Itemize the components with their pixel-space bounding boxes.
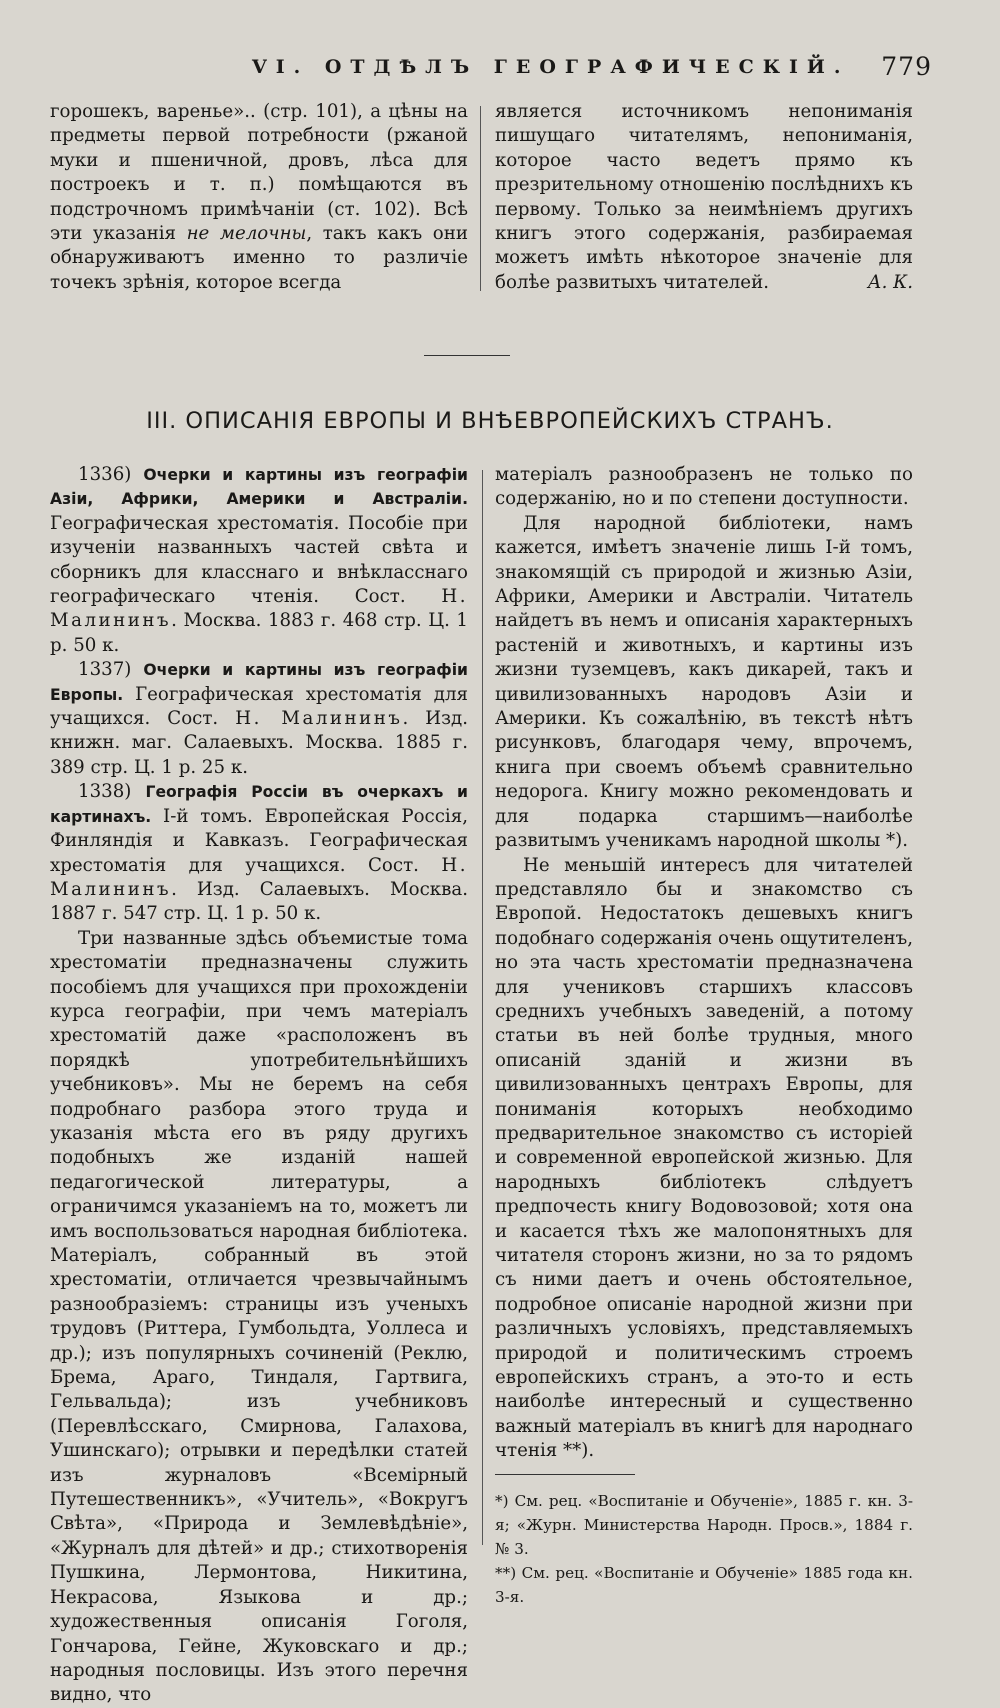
entry-title: Очерки и картины изъ географіи Азіи, Африки, Америки и Австраліи. [50,466,468,509]
review-paragraph: матеріалъ разнообразенъ не только по содержанію, но и по степени доступности. [495,464,913,510]
entry-author: Н. Малининъ [50,586,468,632]
section-separator [424,355,510,356]
right-column [495,463,913,1606]
entry-number: 1337) [78,659,132,681]
text-run: горошекъ, варенье».. (стр. 101), а цѣны на предметы первой потребности (ржаной муки и пшеничной, дровъ, лѣса для построекъ и т. п.) помѣщаются въ подстрочномъ примѣчаніи (ст. 102). Всѣ эти указанія [50,101,468,245]
left-column [50,463,468,1706]
review-paragraph: Три названные здѣсь объемистые тома хрестоматіи предназначены служить пособіемъ для учащихся при прохожденіи курса географіи, при чемъ матеріалъ хрестоматій даже «расположенъ въ порядкѣ употребительнѣйшихъ учебниковъ». Мы не беремъ на себя подробнаго разбора этого труда и указанія мѣста его въ ряду другихъ подобныхъ же изданій нашей педагогической литературы, а ограничимся указаніемъ на то, можетъ ли имъ воспользоваться народная библіотека. Матеріалъ, собранный въ этой хрестоматіи, отличается чрезвычайнымъ разнообразіемъ: страницы изъ ученыхъ трудовъ (Риттера, Гумбольдта, Уоллеса и др.); изъ популярныхъ сочиненій (Реклю, Брема, Араго, Тиндаля, Гартвига, Гельвальда); изъ учебниковъ (Перевлѣсскаго, Смирнова, Галахова, Ушинскаго); отрывки и передѣлки статей изъ журналовъ «Всемірный Путешественникъ», «Учитель», «Вокругъ Свѣта», «Природа и Землевѣдѣніе», «Журналъ для дѣтей» и др.; стихотворенія Пушкина, Лермонтова, Никитина, Некрасова, Языкова и др.; художественныя описанія Гоголя, Гончарова, Гейне, Жуковскаго и др.; народныя пословицы. Изъ этого перечня видно, что [50,927,468,1706]
entry-description: Географическая хрестоматія для учащихся. Сост. [50,683,468,730]
footnote: **) См. рец. «Воспитаніе и Обученіе» 1885 года кн. 3-я. [495,1563,913,1606]
text-run: , такъ какъ они обнаруживаютъ именно то различіе точекъ зрѣнія, которое всегда [50,223,468,293]
entry-number: 1336) [78,464,132,485]
entry-description: . Москва. 1883 г. 468 стр. Ц. 1 р. 50 к. [50,610,468,656]
entry-author: Н. Малининъ [235,708,403,730]
entry-description: Географическая хрестоматія. Пособіе при изученіи названныхъ частей свѣта и сборникъ для класснаго и внѣкласснаго географическаго чтенія. Сост. [50,512,468,608]
entry-description: I-й томъ. Европейская Россія, Финляндія и Кавказъ. Географическая хрестоматія для учащихся. Сост. [50,805,468,876]
top-left-column [50,100,468,293]
review-paragraph: Не меньшій интересъ для читателей представляло бы и знакомство съ Европой. Недостатокъ дешевыхъ книгъ подобнаго содержанія очень ощутителенъ, но эта часть хрестоматіи предназначена для учениковъ старшихъ классовъ среднихъ учебныхъ заведеній, а потому статьи въ ней болѣе трудныя, много описаній зданій и жизни въ цивилизованныхъ центрахъ Европы, для пониманія которыхъ необходимо предварительное знакомство съ исторіей и современной европейской жизнью. Для народныхъ библіотекъ слѣдуетъ предпочесть книгу Водовозовой; хотя она и касается тѣхъ же малопонятныхъ для читателя сторонъ жизни, но за то рядомъ съ ними даетъ и очень обстоятельное, подробное описаніе народной жизни при различныхъ условіяхъ, представляемыхъ природой и политическимъ строемъ европейскихъ странъ, а это-то и есть наиболѣе интересный и существенно важный матеріалъ въ книгѣ для народнаго чтенія **). [495,854,913,1462]
top-right-column [495,100,913,293]
italic-phrase: не мелочны [186,223,307,245]
section-title: III. ОПИСАНІЯ ЕВРОПЫ И ВНѢЕВРОПЕЙСКИХЪ СТРАНЪ. [146,408,834,434]
top-right-paragraph [495,100,913,295]
entry-1336 [50,463,468,658]
entry-1337 [50,658,468,780]
entry-title: Очерки и картины изъ географіи Европы. [50,661,468,704]
entry-title: Географія Россіи въ очеркахъ и картинахъ. [50,783,468,826]
entry-description: . Изд. Салаевыхъ. Москва. 1887 г. 547 стр. Ц. 1 р. 50 к. [50,878,468,925]
page-number: 779 [881,52,932,81]
footnote-rule [495,1474,635,1475]
page-header [52,50,932,90]
entry-author: Н. Малининъ [50,854,468,900]
footnote: *) См. рец. «Воспитаніе и Обученіе», 1885 г. кн. 3-я; «Журн. Министерства Народн. Просв.», 1884 г. № 3. [495,1491,913,1558]
review-signature: А. К. [867,271,913,293]
column-divider-top [480,106,481,291]
entry-1338 [50,780,468,926]
running-title: VI. ОТДѢЛЪ ГЕОГРАФИЧЕСКІЙ. [252,56,850,78]
top-left-paragraph [50,100,468,295]
entry-description: . Изд. книжн. маг. Салаевыхъ. Москва. 1885 г. 389 стр. Ц. 1 р. 25 к. [50,708,468,778]
review-paragraph: Для народной библіотеки, намъ кажется, имѣетъ значеніе лишь I-й томъ, знакомящій съ природой и жизнью Азіи, Африки, Америки и Австраліи. Читатель найдетъ въ немъ и описанія характерныхъ растеній и животныхъ, и картины изъ жизни туземцевъ, какъ дикарей, такъ и цивилизованныхъ народовъ Азіи и Америки. Къ сожалѣнію, въ текстѣ нѣтъ рисунковъ, благодаря чему, впрочемъ, книга при своемъ объемѣ сравнительно недорога. Книгу можно рекомендовать и для подарка старшимъ—наиболѣе развитымъ ученикамъ народной школы *). [495,512,913,852]
column-divider [482,470,483,1545]
text-run: является источникомъ непониманія пишущаго читателямъ, непониманія, которое часто ведетъ прямо къ презрительному отношенію послѣднихъ къ первому. Только за неимѣніемъ другихъ книгъ этого содержанія, разбираемая можетъ имѣть нѣкоторое значеніе для болѣе развитыхъ читателей. [495,101,913,293]
entry-number: 1338) [78,781,132,803]
